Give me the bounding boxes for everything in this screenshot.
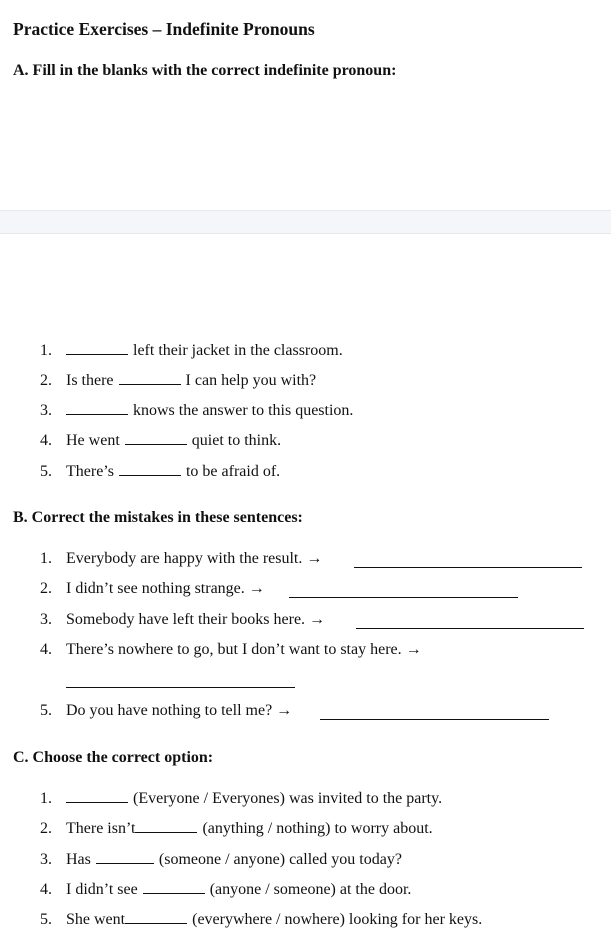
section-b-heading: B. Correct the mistakes in these sentences: — [13, 509, 303, 526]
item-text-before: There isn’t — [66, 820, 136, 837]
item-number: 3. — [40, 611, 52, 628]
section-c-item-5 — [40, 908, 482, 930]
item-number: 1. — [40, 550, 52, 567]
section-b-item-4 — [40, 639, 422, 661]
item-text: knows the answer to this question. — [133, 402, 354, 419]
section-c-item-4 — [40, 878, 411, 900]
item-number: 4. — [40, 432, 52, 449]
item-number: 1. — [40, 342, 52, 359]
section-c-item-1 — [40, 787, 442, 809]
item-text: (everywhere / nowhere) looking for her keys. — [192, 911, 483, 928]
answer-blank[interactable] — [119, 460, 181, 476]
answer-blank[interactable] — [125, 429, 187, 445]
section-a-item-5 — [40, 460, 280, 482]
item-number: 5. — [40, 911, 52, 928]
item-text: I can help you with? — [185, 372, 317, 389]
item-text: left their jacket in the classroom. — [133, 342, 343, 359]
section-a-item-2 — [40, 369, 316, 391]
item-text: There’s nowhere to go, but I don’t want to stay here. → — [66, 641, 422, 658]
item-text-before: She went — [66, 911, 126, 928]
section-c-item-2 — [40, 817, 433, 839]
section-c-heading: C. Choose the correct option: — [13, 749, 214, 766]
item-text: Everybody are happy with the result. → — [66, 550, 323, 567]
answer-line[interactable] — [320, 718, 549, 720]
section-a-heading: A. Fill in the blanks with the correct indefinite pronoun: — [13, 62, 397, 79]
page-title: Practice Exercises – Indefinite Pronouns — [13, 19, 315, 39]
item-text-before: I didn’t see — [66, 881, 138, 898]
item-text: (anyone / someone) at the door. — [209, 881, 412, 898]
answer-line[interactable] — [354, 566, 582, 568]
section-a-item-3 — [40, 399, 353, 421]
item-text-before: Is there — [66, 372, 114, 389]
item-number: 5. — [40, 702, 52, 719]
answer-blank[interactable] — [96, 848, 154, 864]
item-number: 3. — [40, 851, 52, 868]
answer-line[interactable] — [289, 596, 518, 598]
section-b-item-1 — [40, 548, 322, 570]
section-b-item-3 — [40, 609, 325, 631]
answer-blank[interactable] — [66, 787, 128, 803]
answer-blank[interactable] — [66, 339, 128, 355]
section-b-item-2 — [40, 578, 265, 600]
section-a-item-4 — [40, 429, 281, 451]
item-number: 3. — [40, 402, 52, 419]
item-text-before: There’s — [66, 463, 114, 480]
item-text: (someone / anyone) called you today? — [158, 851, 402, 868]
answer-blank[interactable] — [125, 908, 187, 924]
answer-blank[interactable] — [135, 817, 197, 833]
item-text: I didn’t see nothing strange. → — [66, 580, 265, 597]
item-number: 4. — [40, 641, 52, 658]
answer-blank[interactable] — [143, 878, 205, 894]
answer-line[interactable] — [356, 627, 584, 629]
item-number: 2. — [40, 372, 52, 389]
item-text: to be afraid of. — [185, 463, 281, 480]
item-text-before: He went — [66, 432, 120, 449]
page-break — [0, 210, 611, 234]
item-text: Do you have nothing to tell me? → — [66, 702, 293, 719]
item-number: 2. — [40, 820, 52, 837]
item-text: (anything / nothing) to worry about. — [202, 820, 433, 837]
item-number: 5. — [40, 463, 52, 480]
item-text: (Everyone / Everyones) was invited to the party. — [133, 790, 443, 807]
item-number: 2. — [40, 580, 52, 597]
section-a-item-1 — [40, 339, 343, 361]
answer-blank[interactable] — [66, 399, 128, 415]
item-number: 4. — [40, 881, 52, 898]
answer-line[interactable] — [66, 686, 295, 688]
item-number: 1. — [40, 790, 52, 807]
item-text: quiet to think. — [191, 432, 282, 449]
answer-blank[interactable] — [119, 369, 181, 385]
section-c-item-3 — [40, 848, 402, 870]
item-text: Somebody have left their books here. → — [66, 611, 326, 628]
item-text-before: Has — [66, 851, 91, 868]
section-b-item-5 — [40, 700, 292, 722]
